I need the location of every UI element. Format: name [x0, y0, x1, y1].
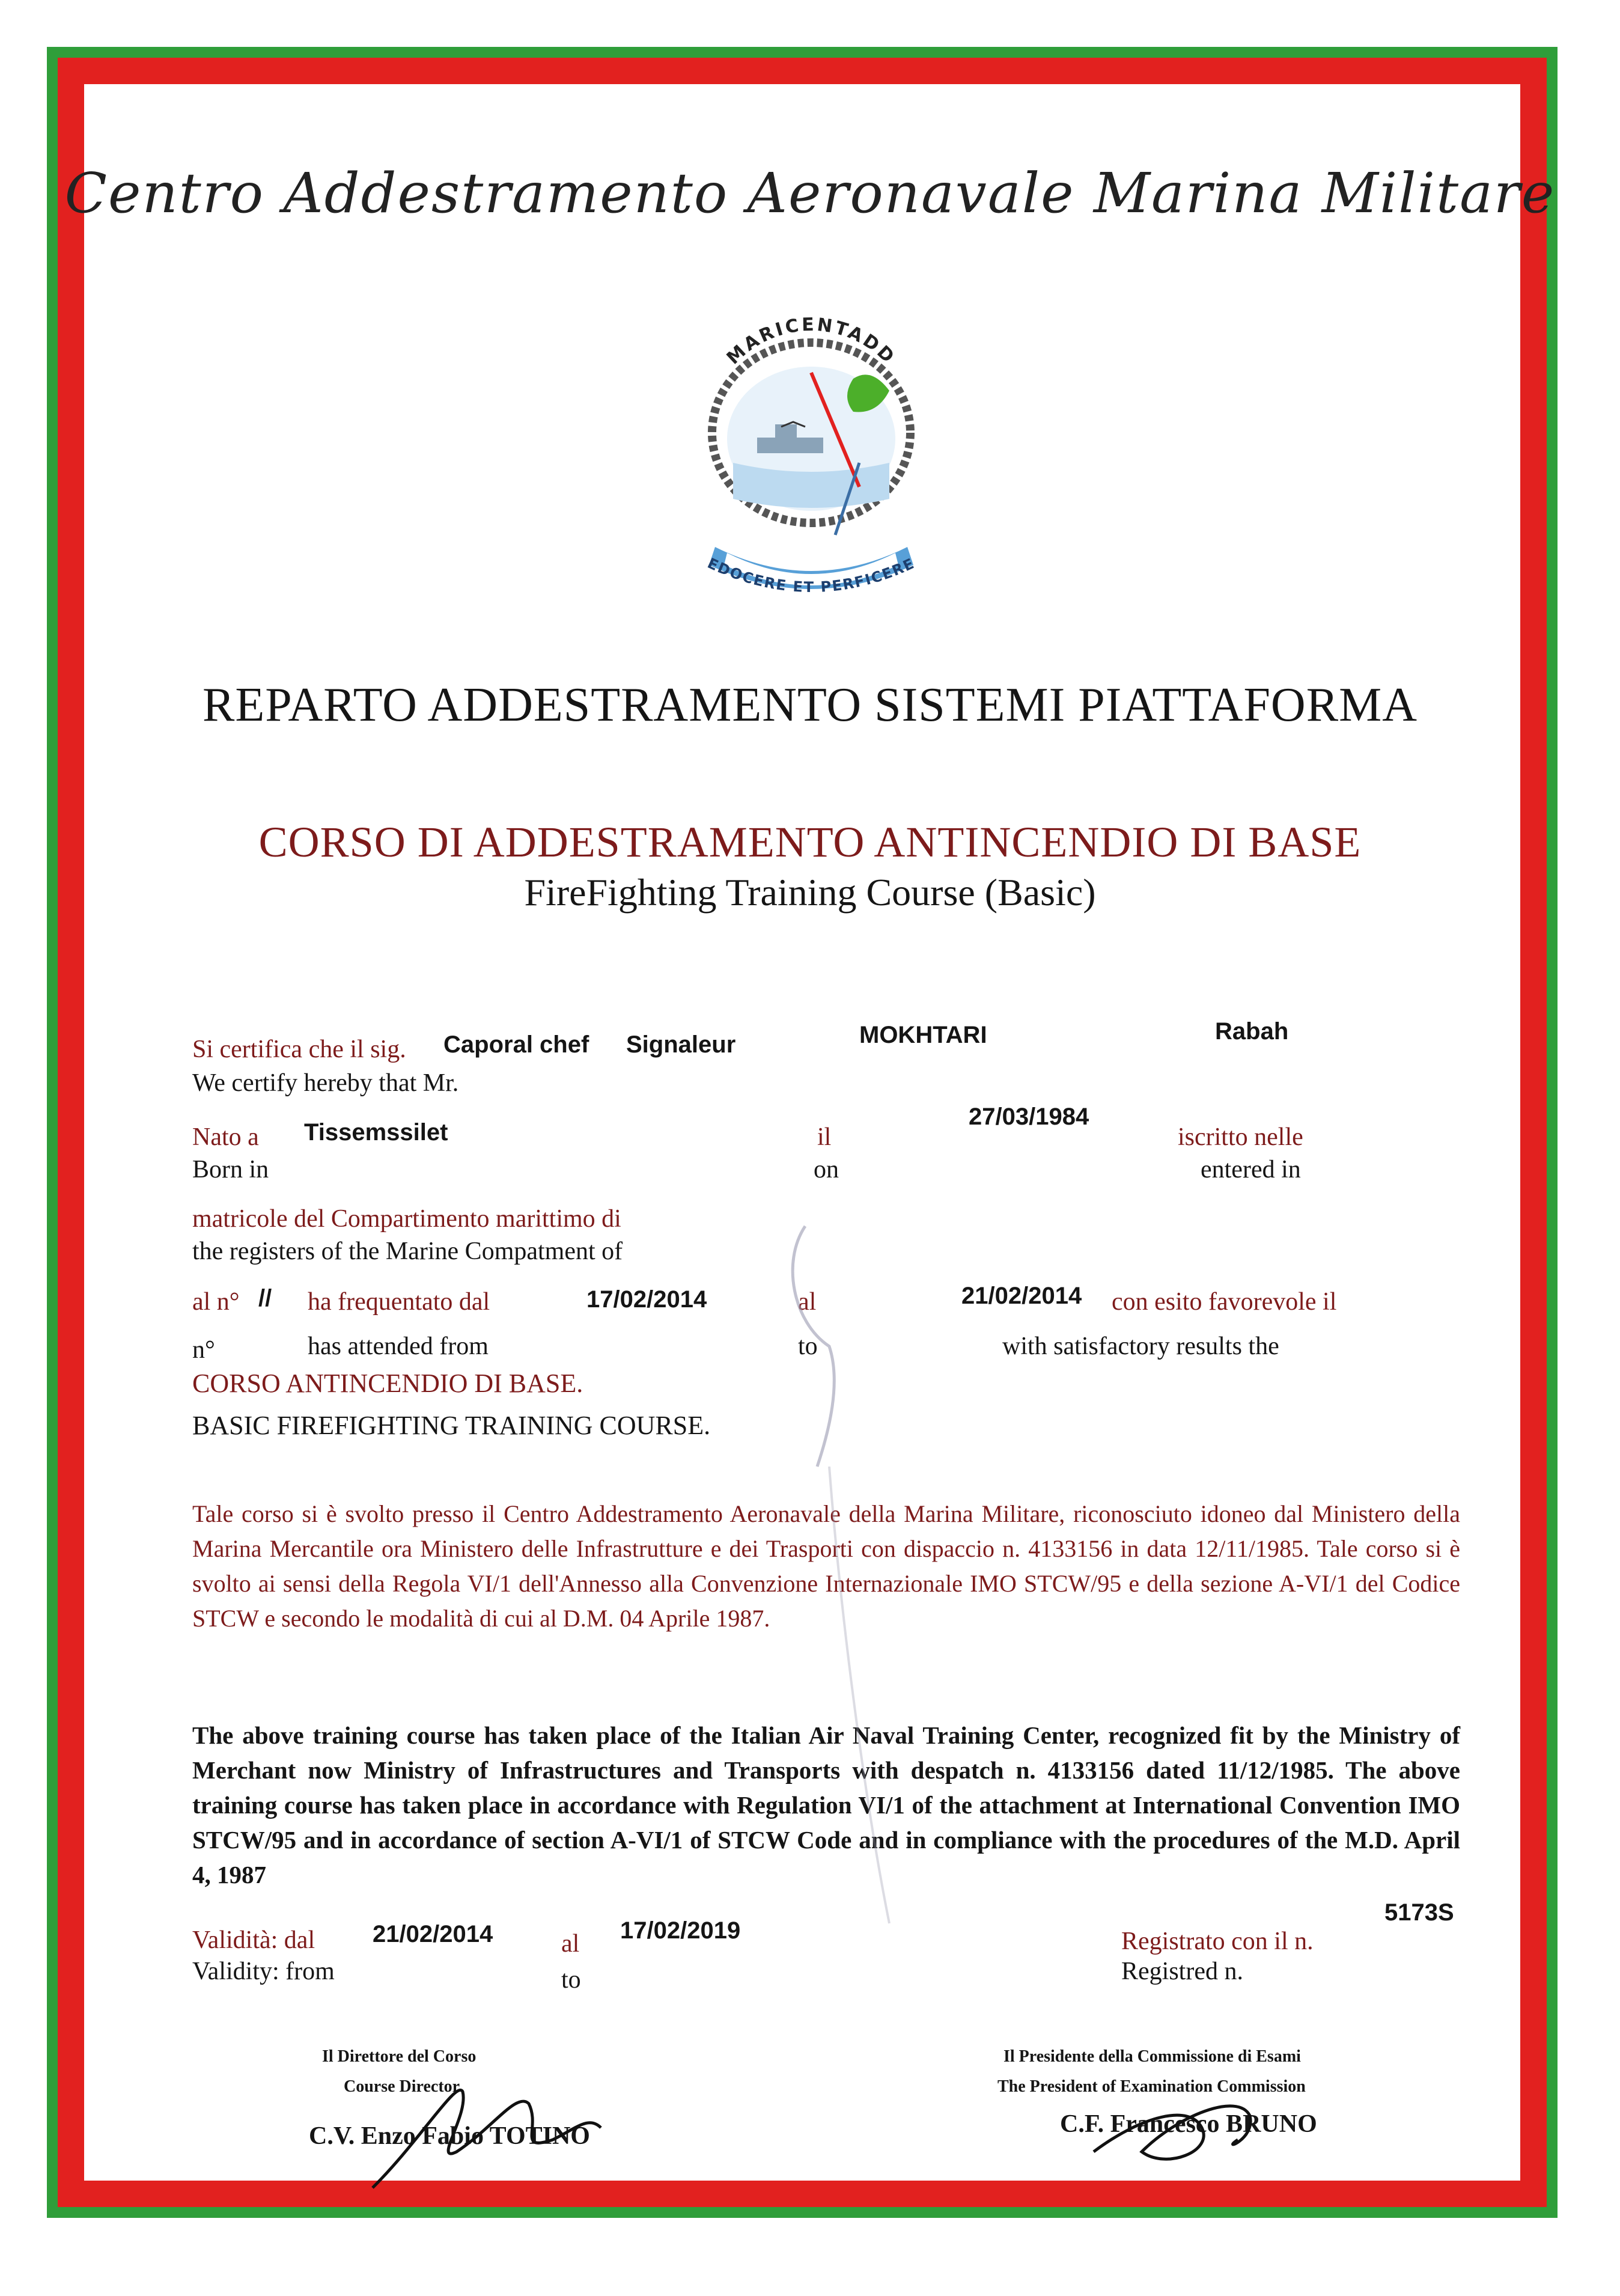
validity-from-date: 21/02/2014 [373, 1921, 493, 1947]
result-label-italian: con esito favorevole il [1112, 1288, 1337, 1316]
holder-label-italian: Si certifica che il sig. [192, 1036, 406, 1063]
emblem-top-text: MARICENTADD [722, 314, 900, 369]
president-signature [1094, 2106, 1250, 2159]
department-title: REPARTO ADDESTRAMENTO SISTEMI PIATTAFORMA [202, 679, 1418, 731]
holder-role: Signaleur [626, 1031, 736, 1058]
president-title-english: The President of Examination Commission [997, 2077, 1306, 2096]
president-title-italian: Il Presidente della Commissione di Esami [1003, 2047, 1301, 2066]
registers-label-italian: matricole del Compartimento marittimo di [192, 1205, 621, 1233]
holder-surname: MOKHTARI [859, 1022, 987, 1048]
course-title-italian: CORSO DI ADDESTRAMENTO ANTINCENDIO DI BASE [258, 818, 1362, 866]
birth-on-english: on [814, 1156, 839, 1183]
holder-name: Rabah [1215, 1018, 1289, 1045]
registers-label-english: the registers of the Marine Compatment of [192, 1238, 623, 1265]
president-name: C.F. Francesco BRUNO [1060, 2110, 1317, 2138]
director-title-italian: Il Direttore del Corso [322, 2047, 477, 2066]
validity-label-english: Validity: from [192, 1958, 335, 1985]
birth-label-italian: Nato a [192, 1123, 259, 1151]
watermark-stroke [793, 1226, 834, 1467]
result-label-english: with satisfactory results the [1002, 1333, 1279, 1360]
birth-place: Tissemssilet [304, 1119, 448, 1146]
holder-label-english: We certify hereby that Mr. [192, 1069, 459, 1097]
birth-date: 27/03/1984 [969, 1104, 1089, 1130]
number-value: // [258, 1285, 272, 1311]
from-label-italian: ha frequentato dal [308, 1288, 490, 1316]
course-name-italian: CORSO ANTINCENDIO DI BASE. [192, 1369, 583, 1398]
emblem-motto: EDOCERE ET PERFICERE [705, 554, 918, 596]
number-label-english: n° [192, 1336, 215, 1364]
registration-label-italian: Registrato con il n. [1121, 1928, 1314, 1955]
paragraph-english: The above training course has taken place of the Italian Air Naval Training Center, recognized fit by the Ministry of Merchant now Ministry of Infrastructures and Transports with despatch n. 4133156 dated 11/12/1985. The above training course has taken place in accordance with Regulation VI/1 of the attachment at International Convention IMO STCW/95 and in accordance of section A-VI/1 of STCW Code and in compliance with the procedures of the M.D. April 4, 1987 [192, 1721, 1460, 1888]
number-label-italian: al n° [192, 1288, 240, 1316]
entered-label-italian: iscritto nelle [1178, 1123, 1303, 1151]
course-name-english: BASIC FIREFIGHTING TRAINING COURSE. [192, 1411, 711, 1440]
registration-label-english: Registred n. [1121, 1958, 1243, 1985]
validity-to-date: 17/02/2019 [620, 1917, 741, 1944]
course-title-english: FireFighting Training Course (Basic) [524, 871, 1096, 914]
registration-number: 5173S [1384, 1899, 1454, 1926]
entered-label-english: entered in [1201, 1156, 1301, 1183]
from-label-english: has attended from [308, 1333, 489, 1360]
validity-label-italian: Validità: dal [192, 1926, 315, 1954]
paragraph-italian: Tale corso si è svolto presso il Centro Addestramento Aeronavale della Marina Militare, riconosciuto idoneo dal Ministero della Marina Mercantile ora Ministero delle Infrastrutture e dei Trasporti con dispaccio n. 4133156 in data 12/11/1985. Tale corso si è svolto ai sensi della Regola VI/1 dell'Annesso alla Convenzione Internazionale IMO STCW/95 e della sezione A-VI/1 del Codice STCW e secondo le modalità di cui al D.M. 04 Aprile 1987. [192, 1500, 1460, 1632]
validity-to-label-italian: al [561, 1930, 580, 1958]
to-label-english: to [798, 1333, 818, 1360]
director-signature [373, 2090, 601, 2188]
to-label-italian: al [798, 1288, 817, 1316]
attendance-to-date: 21/02/2014 [961, 1283, 1082, 1309]
director-name: C.V. Enzo Fabio TOTINO [309, 2122, 590, 2150]
birth-label-english: Born in [192, 1156, 269, 1183]
director-title-english: Course Director [344, 2077, 460, 2096]
holder-rank: Caporal chef [443, 1031, 589, 1058]
validity-to-label-english: to [561, 1966, 581, 1994]
birth-on-italian: il [817, 1123, 832, 1151]
attendance-from-date: 17/02/2014 [586, 1286, 707, 1313]
institution-title: Centro Addestramento Aeronavale Marina Militare [64, 161, 1556, 225]
